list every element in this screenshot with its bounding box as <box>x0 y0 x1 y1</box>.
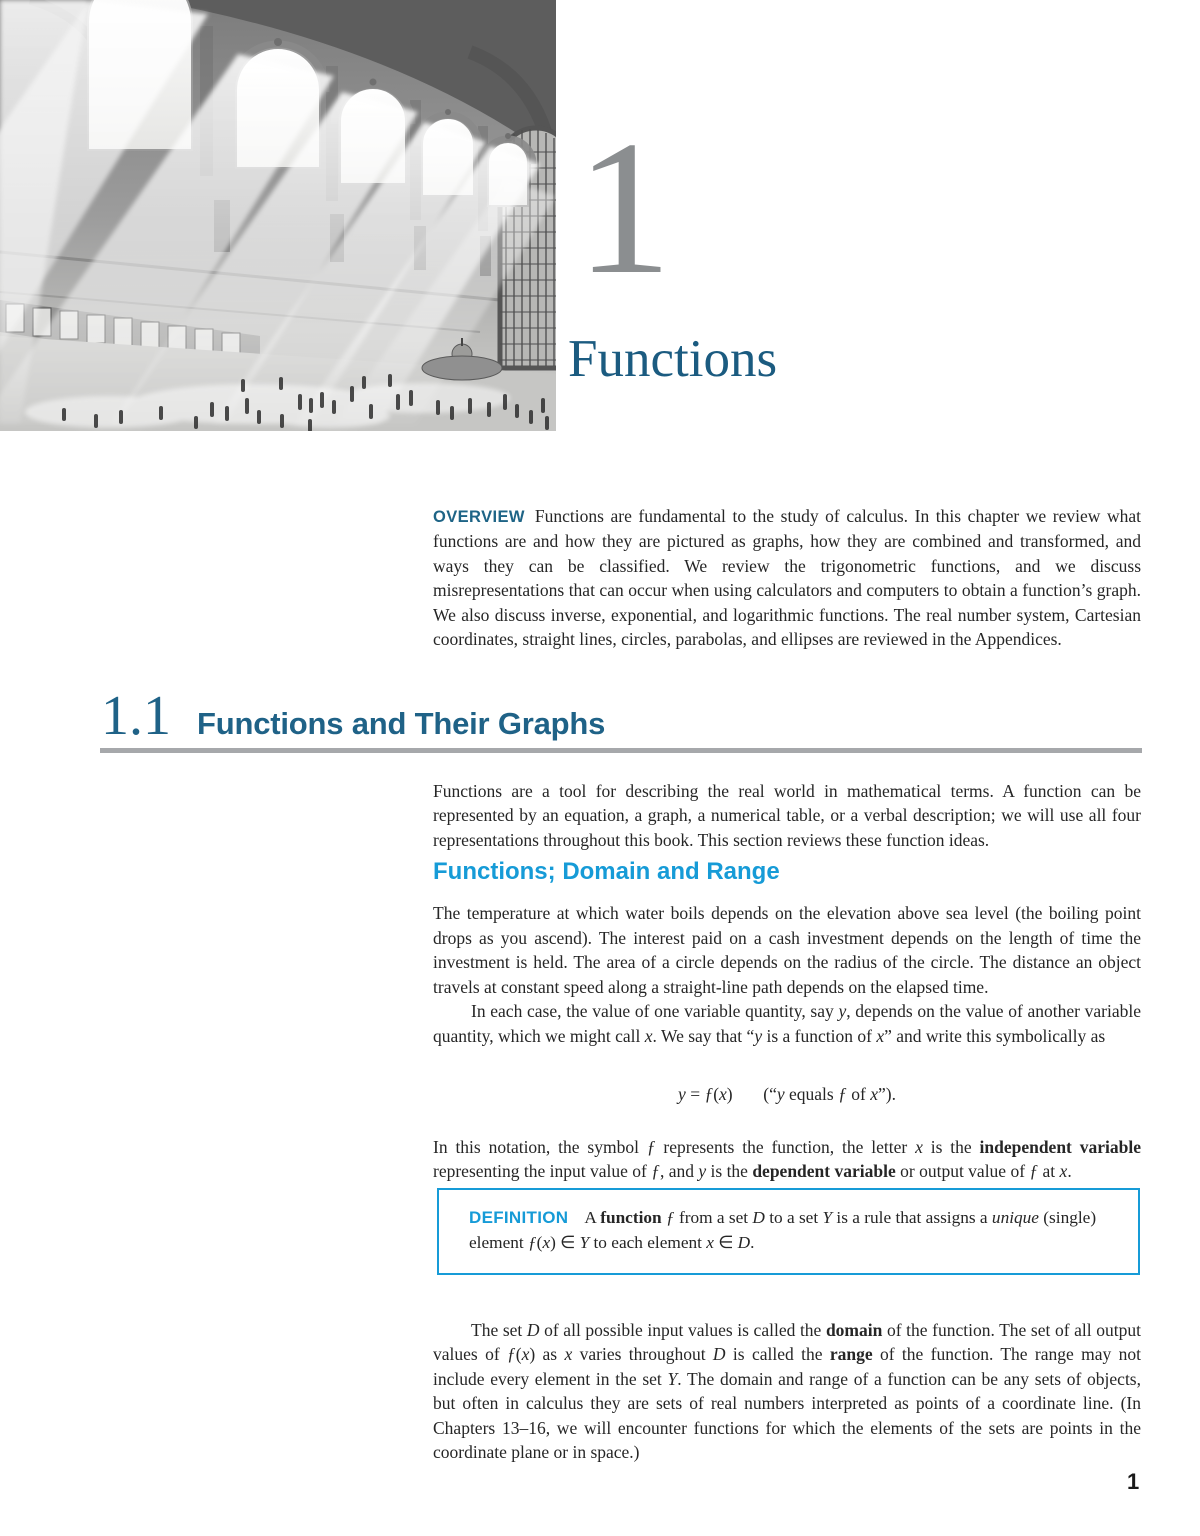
section-intro-paragraph: Functions are a tool for describing the real world in mathematical terms. A function can be represented by an equation, a graph, a numerical table, or a verbal description; we will use all four representations throughout this book. This section reviews these function ideas. <box>433 780 1141 850</box>
domain-range-paragraph-2: In each case, the value of one variable quantity, say y, depends on the value of another variable quantity, which we might call x. We say that “y is a function of x” and write this symbolically as <box>433 1001 1141 1046</box>
notation-paragraph: In this notation, the symbol ƒ represents the function, the letter x is the independent variable representing the input value of ƒ, and y is the dependent variable or output value of ƒ at x. <box>433 1136 1141 1182</box>
subsection-heading: Functions; Domain and Range <box>433 858 780 885</box>
functions-domain-range-text <box>433 901 1141 1049</box>
chapter-opening-photo <box>0 0 556 431</box>
definition-text: A function ƒ from a set D to a set Y is a rule that assigns a unique (single) element ƒ(x) ∈ Y to each element x ∈ D. <box>469 1208 1097 1252</box>
section-number: 1.1 <box>101 685 171 747</box>
definition-box <box>437 1188 1140 1275</box>
grand-central-photo-illustration <box>0 0 556 431</box>
domain-range-paragraph-1: The temperature at which water boils depends on the elevation above sea level (the boiling point drops as you ascend). The interest paid on a cash investment depends on the length of time the investment is held. The area of a circle depends on the radius of the circle. The distance an object travels at constant speed along a straight-line path depends on the elapsed time. <box>433 903 1141 997</box>
overview-label: OVERVIEW <box>433 507 525 526</box>
chapter-number: 1 <box>576 101 672 314</box>
definition-label: DEFINITION <box>469 1208 569 1227</box>
chapter-title: Functions <box>568 330 778 388</box>
section-header <box>101 685 606 747</box>
domain-range-explanation-paragraph: The set D of all possible input values is called the domain of the function. The set of all output values of ƒ(x) as x varies throughout D is called the range of the function. The range may not include every element in the set Y. The domain and range of a function can be any sets of objects, but often in calculus they are sets of real numbers interpreted as points of a coordinate line. (In Chapters 13–16, we will encounter functions for which the elements of the sets are points in the coordinate plane or in space.) <box>433 1319 1141 1463</box>
function-equation: y = ƒ(x) (“y equals ƒ of x”). <box>678 1084 896 1104</box>
overview-paragraph <box>433 504 1141 653</box>
section-divider-rule <box>100 748 1142 753</box>
page-number: 1 <box>1127 1469 1140 1494</box>
overview-text: Functions are fundamental to the study of calculus. In this chapter we review what functions are and how they are pictured as graphs, how they are combined and transformed, and ways they can be classified. We review the trigonometric functions, and we discuss misrepresentations that can occur when using calculators and computers to obtain a function’s graph. We also discuss inverse, exponential, and logarithmic functions. The real number system, Cartesian coordinates, straight lines, circles, parabolas, and ellipses are reviewed in the Appendices. <box>433 505 1141 650</box>
section-title: Functions and Their Graphs <box>197 706 606 741</box>
